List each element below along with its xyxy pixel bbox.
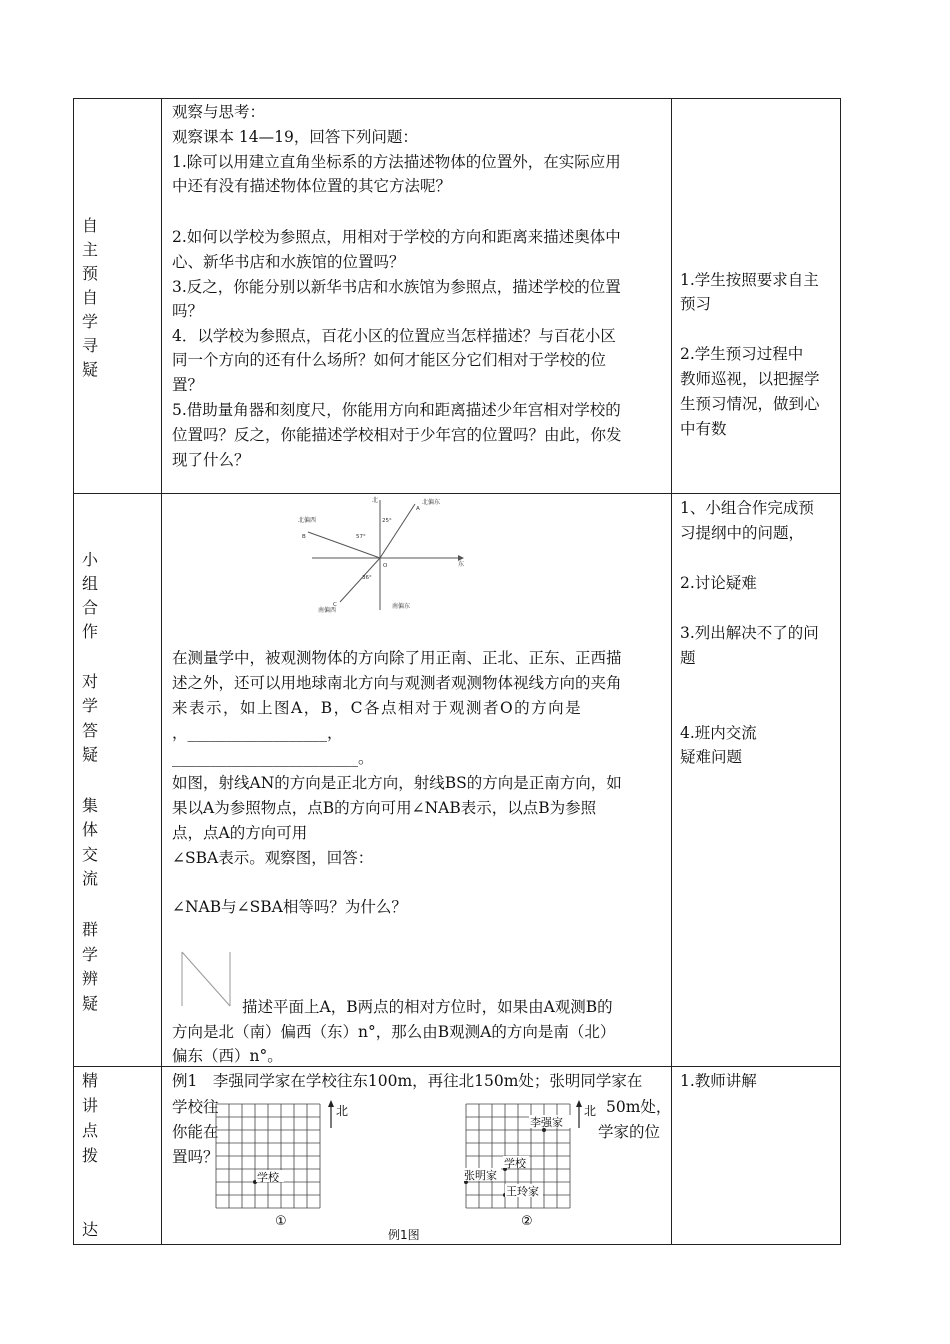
note-line: 4.班内交流 (680, 724, 757, 742)
note-line: 2.学生预习过程中 (680, 345, 804, 363)
sw-label: 南偏西 (318, 607, 337, 614)
note-line: 中有数 (680, 420, 727, 438)
content-line: 如图，射线AN的方向是正北方向，射线BS的方向是正南方向，如 (172, 774, 622, 792)
north-label: 北 (584, 1104, 597, 1118)
table-border-top (73, 98, 841, 99)
north-label: 北 (372, 497, 379, 504)
n-shape-figure (176, 948, 236, 1010)
content-line: 点，点A的方向可用 (172, 824, 308, 842)
content-line: 来表示，如上图A，B，C各点相对于观测者O的方向是 (172, 699, 583, 717)
zhangming-label: 张明家 (464, 1169, 497, 1182)
example-line: 学校往 (172, 1098, 219, 1116)
point-a: A (416, 506, 420, 512)
origin-o: O (383, 563, 388, 569)
label-char: 预 (81, 264, 98, 283)
content-line: 观察课本 14—19，回答下列问题： (172, 128, 418, 146)
content-line: 3.反之，你能分别以新华书店和水族馆为参照点，描述学校的位置 (172, 278, 621, 296)
content-line: ，__________________， (172, 724, 343, 742)
content-line: 吗？ (172, 302, 204, 320)
label-char: 疑 (81, 360, 98, 379)
content-line: 4．以学校为参照点，百花小区的位置应当怎样描述？与百花小区 (172, 327, 616, 345)
liqiang-label: 李强家 (530, 1116, 563, 1129)
example-line: 置吗？ (172, 1148, 219, 1166)
ray-b (308, 532, 380, 558)
grid-lines (216, 1104, 320, 1208)
label-char: 合 (81, 598, 98, 617)
label-char: 对 (81, 672, 98, 691)
table-border-right (840, 98, 841, 1245)
note-line: 1.学生按照要求自主 (680, 271, 819, 289)
label-char: 集 (81, 796, 98, 815)
content-line: 1.除可以用建立直角坐标系的方法描述物体的位置外，在实际应用 (172, 153, 621, 171)
content-line: 位置吗？反之，你能描述学校相对于少年宫的位置吗？由此，你发 (172, 426, 622, 444)
content-line: 中还有没有描述物体位置的其它方法呢？ (172, 177, 452, 195)
table-divider-1 (161, 98, 162, 1245)
note-line: 2.讨论疑难 (680, 574, 757, 592)
label-char: 交 (81, 845, 98, 864)
label-char: 流 (81, 869, 98, 888)
content-line: 现了什么？ (172, 451, 250, 469)
content-line: 置？ (172, 376, 204, 394)
content-line: ∠SBA表示。观察图，回答： (172, 849, 374, 867)
content-line: 在测量学中，被观测物体的方向除了用正南、正北、正东、正西描 (172, 649, 622, 667)
example-line: 你能在 (172, 1123, 219, 1141)
content-line: 同一个方向的还有什么场所？如何才能区分它们相对于学校的位 (172, 351, 607, 369)
east-label: 东 (458, 561, 465, 568)
label-char: 讲 (81, 1096, 98, 1115)
point-c: C (333, 602, 337, 608)
ray-c (340, 558, 380, 602)
angle-25: 25° (382, 518, 392, 524)
label-char: 群 (81, 920, 98, 939)
content-line: 述之外，还可以用地球南北方向与观测者观测物体视线方向的夹角 (172, 674, 622, 692)
nw-label: 北偏西 (298, 517, 317, 524)
label-char: 学 (81, 945, 98, 964)
angle-57: 57° (356, 534, 366, 540)
desc-line: 方向是北（南）偏西（东）n°，那么由B观测A的方向是南（北） (172, 1023, 616, 1041)
note-line: 教师巡视，以把握学 (680, 370, 820, 388)
content-line: 心、新华书店和水族馆的位置吗？ (172, 253, 405, 271)
note-line: 习提纲中的问题， (680, 524, 805, 542)
wangling-label: 王玲家 (506, 1185, 539, 1198)
content-line: 2.如何以学校为参照点，用相对于学校的方向和距离来描述奥体中 (172, 228, 621, 246)
note-line: 1.教师讲解 (680, 1072, 757, 1090)
label-char: 辨 (81, 969, 98, 988)
content-line: 5.借助量角器和刻度尺，你能用方向和距离描述少年宫相对学校的 (172, 401, 621, 419)
note-line: 疑难问题 (680, 748, 743, 766)
ne-label: 北偏东 (422, 499, 441, 506)
example-line: 例1 李强同学家在学校往东100m，再往北150m处；张明同学家在 (172, 1072, 643, 1090)
school-label: 学校 (257, 1171, 279, 1184)
label-char: 组 (81, 574, 98, 593)
note-line: 1、小组合作完成预 (680, 499, 814, 517)
figure-number: ② (521, 1214, 533, 1228)
note-line: 预习 (680, 295, 712, 313)
label-char: 自 (81, 216, 98, 235)
content-line: 果以A为参照物点，点B的方向可用∠NAB表示，以点B为参照 (172, 799, 597, 817)
direction-diagram (288, 494, 468, 614)
school-label: 学校 (504, 1157, 526, 1170)
label-char: 疑 (81, 745, 98, 764)
label-char: 主 (81, 240, 98, 259)
se-label: 南偏东 (392, 603, 411, 610)
content-line: 观察与思考： (172, 103, 266, 121)
label-char: 疑 (81, 994, 98, 1013)
label-char: 精 (81, 1071, 98, 1090)
grid-figure-1 (205, 1098, 365, 1228)
north-arrowhead (328, 1100, 334, 1107)
ray-a (380, 504, 415, 558)
label-char: 学 (81, 696, 98, 715)
table-border-left (73, 98, 74, 1245)
label-char: 作 (81, 622, 98, 641)
north-label: 北 (336, 1104, 349, 1118)
grid-figure-2 (455, 1098, 605, 1228)
label-char: 学 (81, 312, 98, 331)
label-char: 达 (81, 1220, 98, 1239)
figure-caption: 例1图 (388, 1228, 420, 1242)
segment-ab (182, 952, 230, 1006)
label-char: 寻 (81, 336, 98, 355)
point-b: B (302, 534, 306, 540)
note-line: 3.列出解决不了的问 (680, 624, 819, 642)
example-line: 学家的位 (598, 1123, 661, 1141)
north-arrowhead (576, 1100, 582, 1107)
label-char: 自 (81, 288, 98, 307)
label-char: 答 (81, 721, 98, 740)
content-line: ∠NAB与∠SBA相等吗？为什么？ (172, 898, 407, 916)
label-char: 小 (81, 550, 98, 569)
note-line: 题 (680, 649, 696, 667)
label-char: 拨 (81, 1146, 98, 1165)
example-line: 50m处， (606, 1098, 672, 1116)
label-char: 体 (81, 820, 98, 839)
desc-line: 描述平面上A，B两点的相对方位时，如果由A观测B的 (242, 998, 613, 1016)
label-char: 点 (81, 1121, 98, 1140)
table-border-bottom (73, 1244, 841, 1245)
angle-36: 36° (362, 575, 372, 581)
table-divider-2 (671, 98, 672, 1245)
note-line: 生预习情况，做到心 (680, 395, 820, 413)
desc-line: 偏东（西）n°。 (172, 1047, 283, 1065)
figure-number: ① (275, 1214, 287, 1228)
content-line: ________________________。 (172, 749, 374, 767)
